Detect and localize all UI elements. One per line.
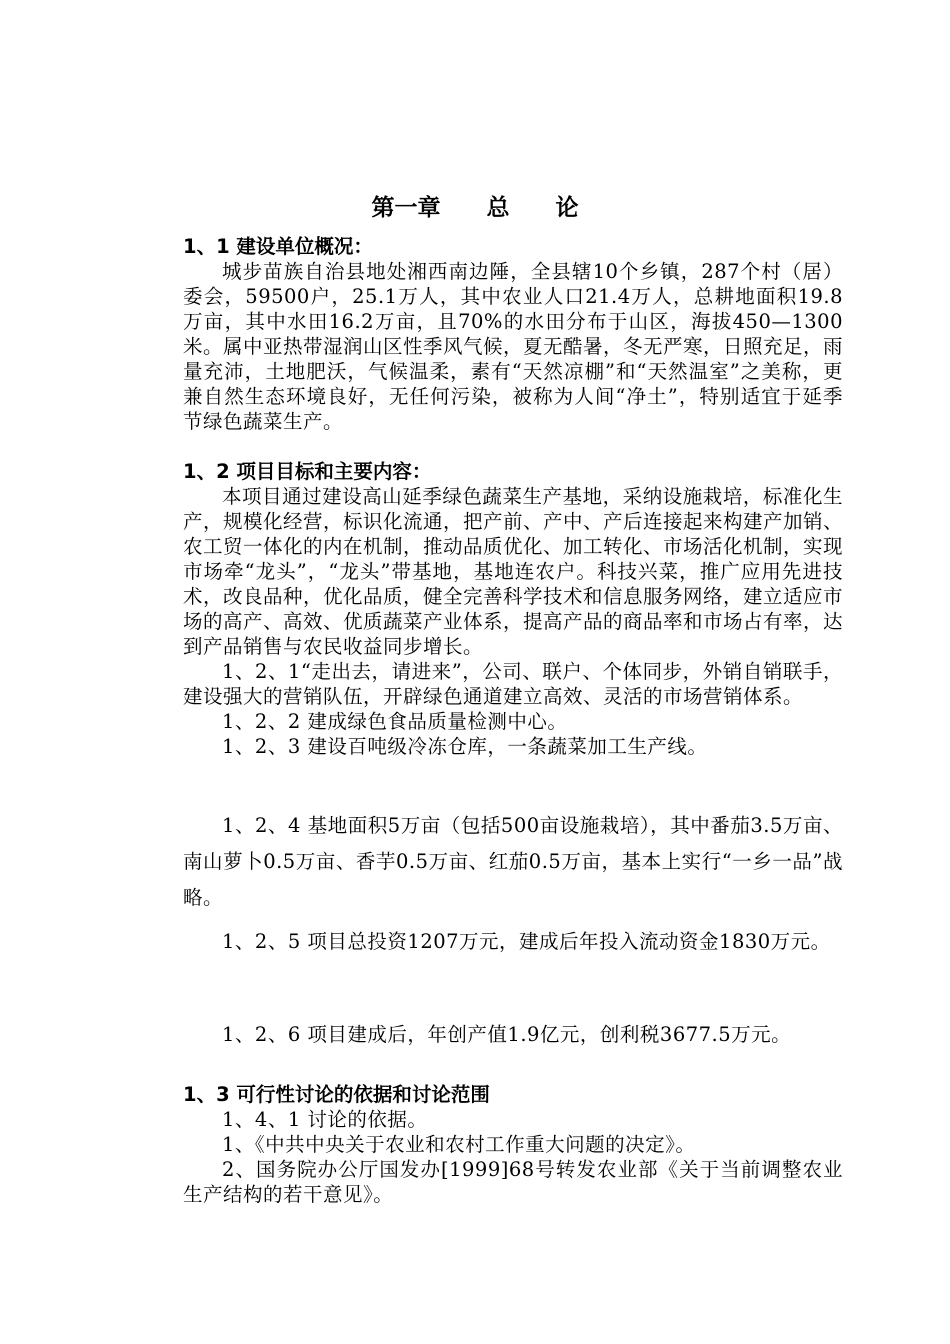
section-1-3 [183,1082,843,1207]
chapter-title: 第一章 总 论 [371,195,579,221]
investment-item [183,916,843,968]
list-item: 1、2、6 项目建成后，年创产值1.9亿元，创利税3677.5万元。 [222,1023,792,1046]
section-1-2 [183,459,843,759]
section-1-2-continued [183,808,843,916]
output-item [183,1018,843,1052]
list-item: 1、2、4 基地面积5万亩（包括500亩设施栽培），其中番茄3.5万亩、南山萝卜0.5万亩、香芋0.5万亩、红茄0.5万亩，基本上实行“一乡一品”战略。 [183,814,843,909]
body-paragraph: 城步苗族自治县地处湘西南边陲，全县辖10个乡镇，287个村（居）委会，59500户，25.1万人，其中农业人口21.4万人，总耕地面积19.8万亩，其中水田16.2万亩，且70%的水田分布于山区，海拔450—1300米。属中亚热带湿润山区性季风气候，夏无酷暑，冬无严寒，日照充足，雨量充沛，土地肥沃，气候温柔，素有“天然凉棚”和“天然温室”之美称，更兼自然生态环境良好，无任何污染，被称为人间“净土”，特别适宜于延季节绿色蔬菜生产。 [183,260,844,433]
section-heading: 1、1 建设单位概况： [183,235,373,258]
list-item: 1、2、1“走出去，请进来”，公司、联户、个体同步，外销自销联手，建设强大的营销队伍，开辟绿色通道建立高效、灵活的市场营销体系。 [183,660,843,708]
reference-item: 2、国务院办公厅国发办[1999]68号转发农业部《关于当前调整农业生产结构的若干意见》。 [183,1158,843,1206]
reference-item: 1、《中共中央关于农业和农村工作重大问题的决定》。 [222,1133,696,1156]
section-heading: 1、2 项目目标和主要内容： [183,460,432,483]
list-item: 1、4、1 讨论的依据。 [222,1108,428,1131]
list-item: 1、2、5 项目总投资1207万元，建成后年投入流动资金1830万元。 [222,930,831,953]
list-item: 1、2、3 建设百吨级冷冻仓库，一条蔬菜加工生产线。 [222,735,708,758]
section-1-1 [183,234,843,434]
body-paragraph: 本项目通过建设高山延季绿色蔬菜生产基地，采纳设施栽培，标准化生产，规模化经营，标识化流通，把产前、产中、产后连接起来构建产加销、农工贸一体化的内在机制，推动品质优化、加工转化、市场活化机制，实现市场牵“龙头”，“龙头”带基地，基地连农户。科技兴菜，推广应用先进技术，改良品种，优化品质，健全完善科学技术和信息服务网络，建立适应市场的高产、高效、优质蔬菜产业体系，提高产品的商品率和市场占有率，达到产品销售与农民收益同步增长。 [183,485,844,658]
list-item: 1、2、2 建成绿色食品质量检测中心。 [222,710,568,733]
section-heading: 1、3 可行性讨论的依据和讨论范围 [183,1083,490,1106]
